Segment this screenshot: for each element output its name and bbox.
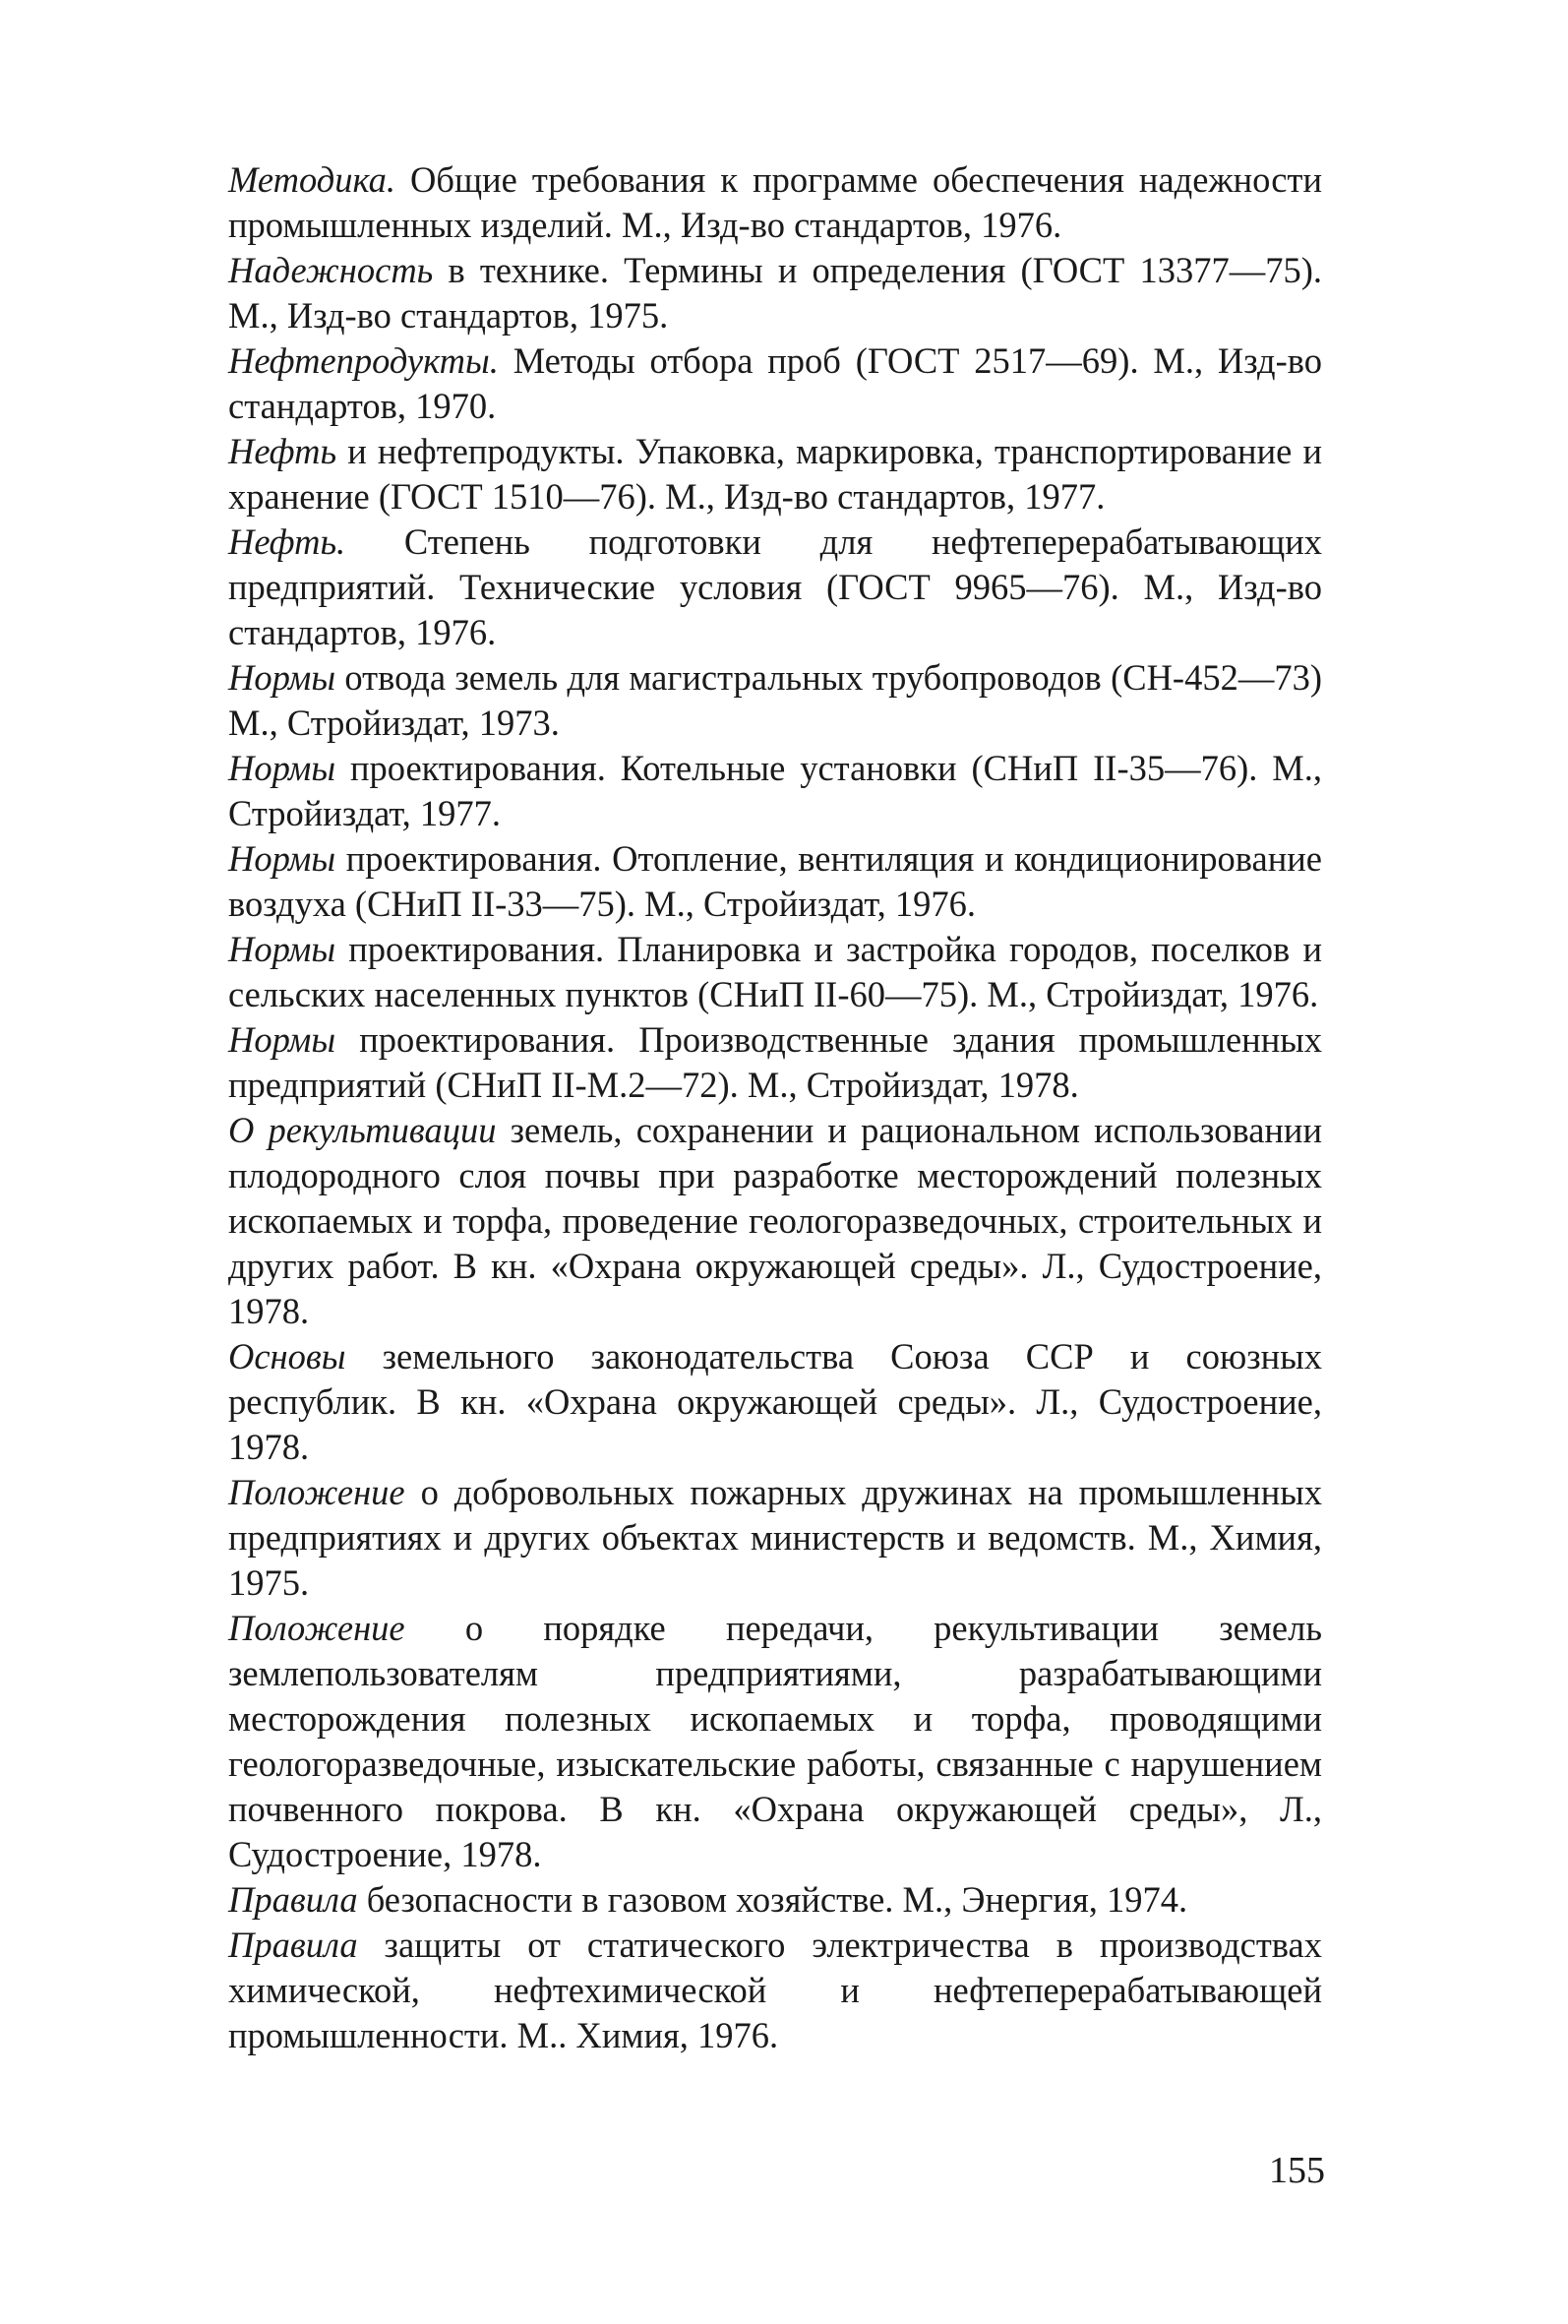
entry-text: проектирования. Производственные здания промышленных предприятий (СНиП II-М.2—72). М., Стройиздат, 1978. [228,1019,1322,1105]
entry-text: о порядке передачи, рекультивации земель землепользователям предприятиями, разрабатывающими месторождения полезных ископаемых и торфа, проводящими геологоразведочные, изыскательские работы, связанные с нарушением почвенного покрова. В кн. «Охрана окружающей среды», Л., Судостроение, 1978. [228,1608,1322,1874]
entry-lead: Положение [228,1608,405,1648]
bib-entry [228,927,1322,1017]
bib-entry [228,655,1322,746]
entry-lead: Нормы [228,1019,336,1060]
entry-lead: Надежность [228,250,434,290]
entry-lead: Правила [228,1925,358,1965]
entry-lead: Правила [228,1879,358,1920]
bib-entry [228,157,1322,248]
bib-entry [228,1017,1322,1108]
bib-entry [228,248,1322,338]
bib-entry [228,836,1322,927]
entry-text: земельного законодательства Союза ССР и союзных республик. В кн. «Охрана окружающей среды». Л., Судостроение, 1978. [228,1336,1322,1467]
bib-entry [228,1606,1322,1877]
entry-lead: Методика. [228,159,395,200]
bib-entry [228,1877,1322,1923]
entry-text: о добровольных пожарных дружинах на промышленных предприятиях и других объектах министерств и ведомств. М., Химия, 1975. [228,1472,1322,1603]
entry-text: проектирования. Котельные установки (СНиП II-35—76). М., Стройиздат, 1977. [228,748,1322,833]
entry-text: Общие требования к программе обеспечения надежности промышленных изделий. М., Изд-во стандартов, 1976. [228,159,1322,245]
entry-text: защиты от статического электричества в производствах химической, нефтехимической и нефтеперерабатывающей промышленности. М.. Химия, 1976. [228,1925,1322,2055]
entry-lead: Основы [228,1336,346,1376]
entry-text: отвода земель для магистральных трубопроводов (СН-452—73) М., Стройиздат, 1973. [228,657,1322,743]
entry-text: Методы отбора проб (ГОСТ 2517—69). М., Изд-во стандартов, 1970. [228,340,1322,426]
bib-entry [228,429,1322,520]
bib-entry [228,746,1322,836]
entry-text: земель, сохранении и рациональном использовании плодородного слоя почвы при разработке месторождений полезных ископаемых и торфа, проведение геологоразведочных, строительных и других работ. В кн. «Охрана окружающей среды». Л., Судостроение, 1978. [228,1110,1322,1331]
entry-text: безопасности в газовом хозяйстве. М., Энергия, 1974. [357,1879,1188,1920]
entry-lead: Нормы [228,657,336,698]
bib-entry [228,1923,1322,2058]
bib-entry [228,520,1322,655]
bibliography-page [228,157,1322,2058]
page-number: 155 [1269,2150,1325,2191]
entry-lead: Нефтепродукты. [228,340,499,381]
entry-lead: Нефть [228,431,337,471]
entry-lead: О рекультивации [228,1110,497,1150]
entry-lead: Положение [228,1472,405,1512]
entry-text: проектирования. Планировка и застройка городов, поселков и сельских населенных пунктов (СНиП II-60—75). М., Стройиздат, 1976. [228,929,1322,1014]
entry-text: и нефтепродукты. Упаковка, маркировка, транспортирование и хранение (ГОСТ 1510—76). М., Изд-во стандартов, 1977. [228,431,1322,517]
entry-text: в технике. Термины и определения (ГОСТ 13377—75). М., Изд-во стандартов, 1975. [228,250,1322,336]
entry-text: проектирования. Отопление, вентиляция и кондиционирование воздуха (СНиП II-33—75). М., Стройиздат, 1976. [228,838,1322,924]
entry-lead: Нефть. [228,521,346,562]
bib-entry [228,338,1322,429]
entry-lead: Нормы [228,748,336,788]
bib-entry [228,1470,1322,1606]
entry-lead: Нормы [228,838,336,879]
bib-entry [228,1334,1322,1470]
entry-text: Степень подготовки для нефтеперерабатывающих предприятий. Технические условия (ГОСТ 9965—76). М., Изд-во стандартов, 1976. [228,521,1322,652]
entry-lead: Нормы [228,929,336,969]
bib-entry [228,1108,1322,1334]
